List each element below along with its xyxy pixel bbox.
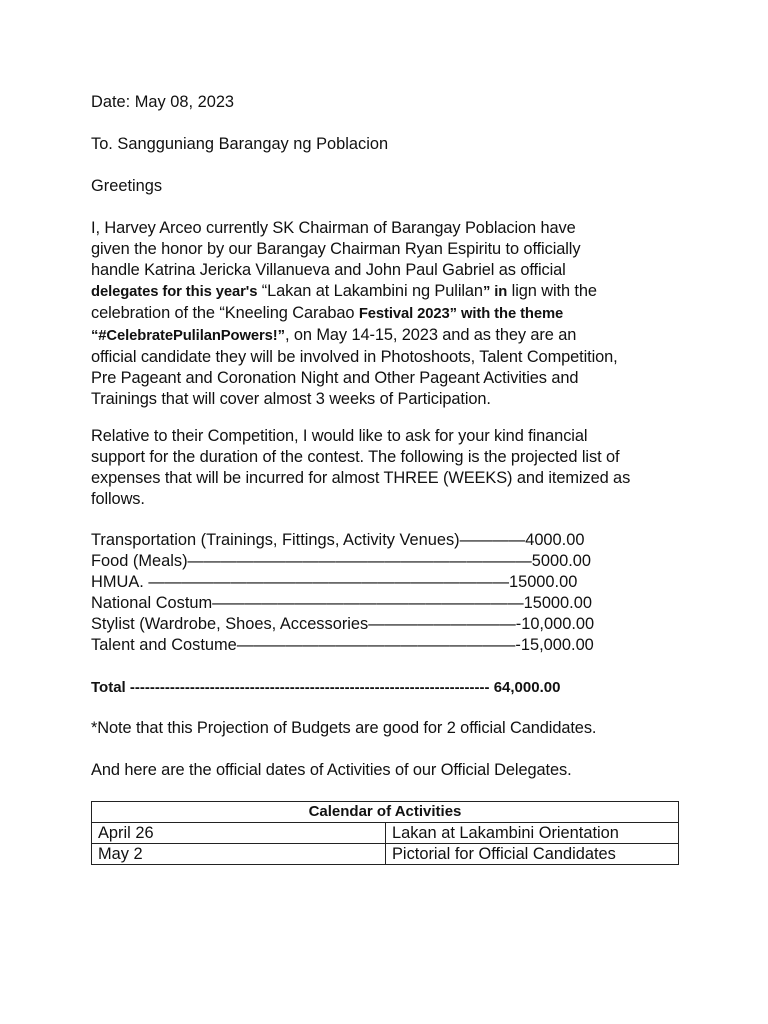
- expense-item-talent: Talent and Costume—————————————————-15,000.00: [91, 636, 594, 654]
- text-line: [91, 325, 691, 347]
- text-line: support for the duration of the contest. The following is the projected list of: [91, 448, 620, 466]
- calendar-activity: Pictorial for Official Candidates: [386, 844, 679, 865]
- text-line: [91, 303, 691, 325]
- calendar-date: May 2: [92, 844, 386, 865]
- budget-note: *Note that this Projection of Budgets are good for 2 official Candidates.: [91, 719, 597, 737]
- text-line: given the honor by our Barangay Chairman Ryan Espiritu to officially: [91, 240, 581, 258]
- expense-total: Total ------------------------------------------------------------------------ 64,000.00: [91, 679, 561, 696]
- calendar-table: [91, 801, 679, 865]
- text-segment: lign with the: [507, 282, 597, 300]
- text-line: Pre Pageant and Coronation Night and Other Pageant Activities and: [91, 369, 579, 387]
- bold-text: Festival 2023” with the theme: [358, 306, 564, 322]
- bold-text: ” in: [482, 284, 508, 300]
- calendar-activity: Lakan at Lakambini Orientation: [386, 823, 679, 844]
- dates-intro: And here are the official dates of Activities of our Official Delegates.: [91, 761, 572, 779]
- text-line: official candidate they will be involved in Photoshoots, Talent Competition,: [91, 348, 618, 366]
- text-segment: , on May 14-15, 2023 and as they are an: [284, 326, 577, 344]
- calendar-header: Calendar of Activities: [92, 802, 679, 823]
- text-segment: “Lakan at Lakambini ng Pulilan: [257, 282, 483, 300]
- text-line: expenses that will be incurred for almost THREE (WEEKS) and itemized as: [91, 469, 631, 487]
- paragraph-introduction: [91, 218, 691, 410]
- text-line: Relative to their Competition, I would like to ask for your kind financial: [91, 427, 588, 445]
- text-line: [91, 281, 691, 303]
- text-segment: celebration of the “Kneeling Carabao: [91, 304, 359, 322]
- expense-item-national-costume: National Costum———————————————————15000.00: [91, 594, 592, 612]
- table-row: [92, 823, 679, 844]
- letter-greeting: Greetings: [91, 177, 163, 195]
- table-row: [92, 844, 679, 865]
- text-line: I, Harvey Arceo currently SK Chairman of Barangay Poblacion have: [91, 219, 576, 237]
- text-line: follows.: [91, 490, 145, 508]
- letter-date: Date: May 08, 2023: [91, 93, 235, 111]
- expense-item-food: Food (Meals)—————————————————————5000.00: [91, 552, 592, 570]
- paragraph-request: [91, 426, 691, 510]
- bold-text: delegates for this year's: [91, 284, 258, 300]
- expense-item-transportation: Transportation (Trainings, Fittings, Activity Venues)————4000.00: [91, 531, 585, 549]
- table-header-row: [92, 802, 679, 823]
- expense-item-hmua: HMUA. ——————————————————————15000.00: [91, 573, 578, 591]
- letter-recipient: To. Sangguniang Barangay ng Poblacion: [91, 135, 389, 153]
- text-line: Trainings that will cover almost 3 weeks of Participation.: [91, 390, 491, 408]
- text-line: handle Katrina Jericka Villanueva and John Paul Gabriel as official: [91, 261, 566, 279]
- calendar-date: April 26: [92, 823, 386, 844]
- hashtag-theme: “#CelebratePulilanPowers!”: [91, 328, 285, 344]
- expense-item-stylist: Stylist (Wardrobe, Shoes, Accessories—————————-10,000.00: [91, 615, 595, 633]
